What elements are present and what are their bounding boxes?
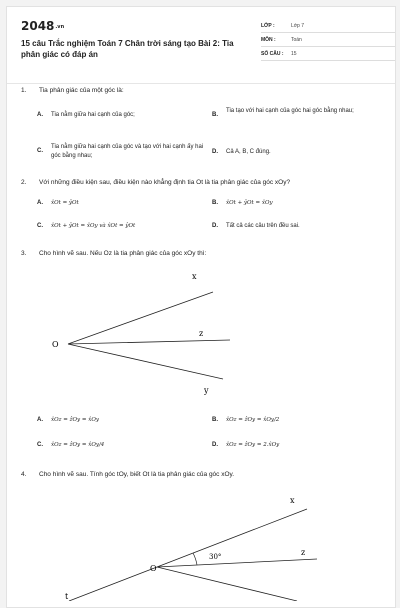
ray-oz [68,340,230,344]
option-text: Tia nằm giữa hai cạnh của góc; [51,112,135,118]
option-label: C. [37,223,43,229]
meta-row-count [261,49,395,61]
option-label: A. [37,200,43,206]
logo-text: 2048 [21,19,55,33]
question-text: Tia phân giác của một góc là: [39,87,124,94]
angle-arc [193,553,197,565]
ray-ox [68,292,213,344]
label-z: z [199,329,204,338]
label-x: x [290,496,295,505]
question-3 [21,250,206,257]
meta-value: 15 [291,51,297,57]
ray-oz [157,559,317,567]
option-label: B. [212,200,218,206]
option-1b[interactable] [212,107,382,127]
question-text: Cho hình vẽ sau. Nếu Oz là tia phân giác của góc xOy thì: [39,250,207,257]
meta-label: SỐ CÂU : [261,51,284,57]
ray-oy [157,567,297,601]
ray-ot [69,567,157,601]
ray-oy [68,344,223,379]
option-text: Cả A, B, C đúng. [226,149,271,155]
header-divider [7,83,395,84]
logo-suffix: .vn [55,23,65,30]
option-2b[interactable] [212,199,382,211]
meta-label: LỚP : [261,23,275,29]
site-logo[interactable] [21,19,64,33]
question-text: Với những điều kiện sau, điều kiện nào khẳng định tia Ot là tia phân giác của góc xOy? [39,179,291,186]
figure-angle-xoy-bisector [7,262,395,402]
label-x: x [192,272,197,281]
option-label: C. [37,442,43,448]
option-2d[interactable] [212,222,382,234]
option-1c[interactable] [37,143,207,163]
angle-value: 30° [209,553,222,561]
option-label: B. [212,112,218,118]
ray-ox [157,509,307,567]
option-text: Tất cả các câu trên đều sai. [226,223,300,229]
option-text: x̂Oz = ẑOy = 2.x̂Oy [226,442,280,448]
option-text: x̂Ot + ŷOt = x̂Oy [226,200,273,206]
option-text: x̂Ot = ŷOt [51,200,79,206]
option-text: Tia tạo với hai cạnh của góc hai góc bằng nhau; [226,108,354,114]
question-text: Cho hình vẽ sau. Tính góc tOy, biết Ot là tia phân giác của góc xOy. [39,471,235,478]
option-text: x̂Oz = ẑOy = x̂Oy/4 [51,442,105,448]
label-y: y [204,386,209,395]
label-t: t [65,592,69,601]
question-number: 4. [21,471,27,478]
figure-angle-toy [7,485,395,601]
meta-row-class [261,21,395,33]
question-number: 2. [21,179,27,186]
label-z: z [301,548,306,557]
label-o: O [52,340,59,349]
question-2 [21,179,290,186]
option-3d[interactable] [212,441,382,453]
meta-row-subject [261,35,395,47]
option-2a[interactable] [37,199,197,211]
option-label: C. [37,148,43,154]
option-1a[interactable] [37,111,197,123]
option-1d[interactable] [212,148,382,160]
option-label: A. [37,417,43,423]
option-3c[interactable] [37,441,197,453]
option-label: B. [212,417,218,423]
question-number: 1. [21,87,27,94]
option-2c[interactable] [37,222,207,234]
question-4 [21,471,234,478]
option-text: x̂Oz = ẑOy = x̂Oy [51,417,99,423]
option-label: D. [212,442,218,448]
option-text: x̂Ot + ŷOt = x̂Oy và x̂Ot = ŷOt [51,223,136,229]
label-o: O [150,564,157,573]
option-text: Tia nằm giữa hai cạnh của góc và tạo với hai cạnh ấy hai góc bằng nhau; [51,144,204,159]
option-text: x̂Oz = ẑOy = x̂Oy/2 [226,417,280,423]
question-number: 3. [21,250,27,257]
meta-label: MÔN : [261,37,276,43]
worksheet-page [6,6,396,608]
meta-value: Lớp 7 [291,23,305,29]
option-label: D. [212,223,218,229]
question-1 [21,87,124,94]
option-3b[interactable] [212,416,382,428]
option-label: A. [37,112,43,118]
option-label: D. [212,149,218,155]
option-3a[interactable] [37,416,197,428]
meta-value: Toán [291,37,302,43]
document-title: 15 câu Trắc nghiệm Toán 7 Chân trời sáng tạo Bài 2: Tia phân giác có đáp án [21,39,234,59]
worksheet-header [17,15,389,77]
